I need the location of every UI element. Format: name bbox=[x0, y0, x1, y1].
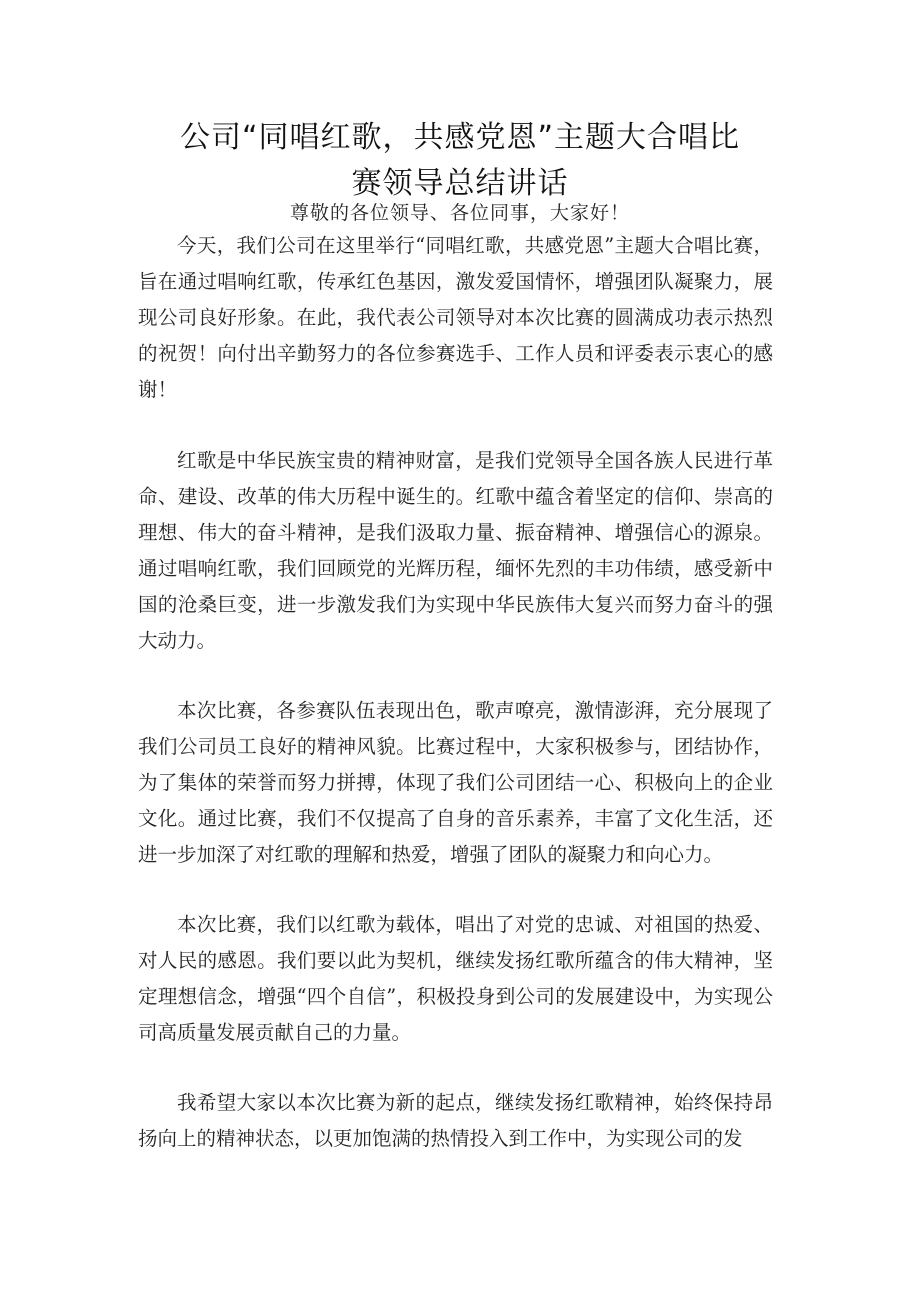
salutation: 尊敬的各位领导、各位同事，大家好！ bbox=[289, 202, 630, 224]
document-title-line-1: 公司“同唱红歌，共感党恩”主题大合唱比 bbox=[179, 120, 741, 155]
paragraph-4: 本次比赛，我们以红歌为载体，唱出了对党的忠诚、对祖国的热爱、对人民的感恩。我们要以此为契机，继续发扬红歌所蕴含的伟大精神，坚定理想信念，增强“四个自信”，积极投身到公司的发展建设中，为实现公司高质量发展贡献自己的力量。 bbox=[138, 913, 773, 1044]
document-title-line-2: 赛领导总结讲话 bbox=[351, 166, 569, 201]
paragraph-2: 红歌是中华民族宝贵的精神财富，是我们党领导全国各族人民进行革命、建设、改革的伟大历程中诞生的。红歌中蕴含着坚定的信仰、崇高的理想、伟大的奋斗精神，是我们汲取力量、振奋精神、增强信心的源泉。通过唱响红歌，我们回顾党的光辉历程，缅怀先烈的丰功伟绩，感受新中国的沧桑巨变，进一步激发我们为实现中华民族伟大复兴而努力奋斗的强大动力。 bbox=[138, 449, 773, 652]
speech-body bbox=[138, 228, 773, 1191]
paragraph-3: 本次比赛，各参赛队伍表现出色，歌声嘹亮，激情澎湃，充分展现了我们公司员工良好的精神风貌。比赛过程中，大家积极参与，团结协作，为了集体的荣誉而努力拼搏，体现了我们公司团结一心、积极向上的企业文化。通过比赛，我们不仅提高了自身的音乐素养，丰富了文化生活，还进一步加深了对红歌的理解和热爱，增强了团队的凝聚力和向心力。 bbox=[138, 699, 773, 866]
paragraph-1: 今天，我们公司在这里举行“同唱红歌，共感党恩”主题大合唱比赛，旨在通过唱响红歌，传承红色基因，激发爱国情怀，增强团队凝聚力，展现公司良好形象。在此，我代表公司领导对本次比赛的圆满成功表示热烈的祝贺！向付出辛勤努力的各位参赛选手、工作人员和评委表示衷心的感谢！ bbox=[138, 234, 773, 401]
paragraph-5: 我希望大家以本次比赛为新的起点，继续发扬红歌精神，始终保持昂扬向上的精神状态，以更加饱满的热情投入到工作中，为实现公司的发 bbox=[138, 1091, 773, 1150]
